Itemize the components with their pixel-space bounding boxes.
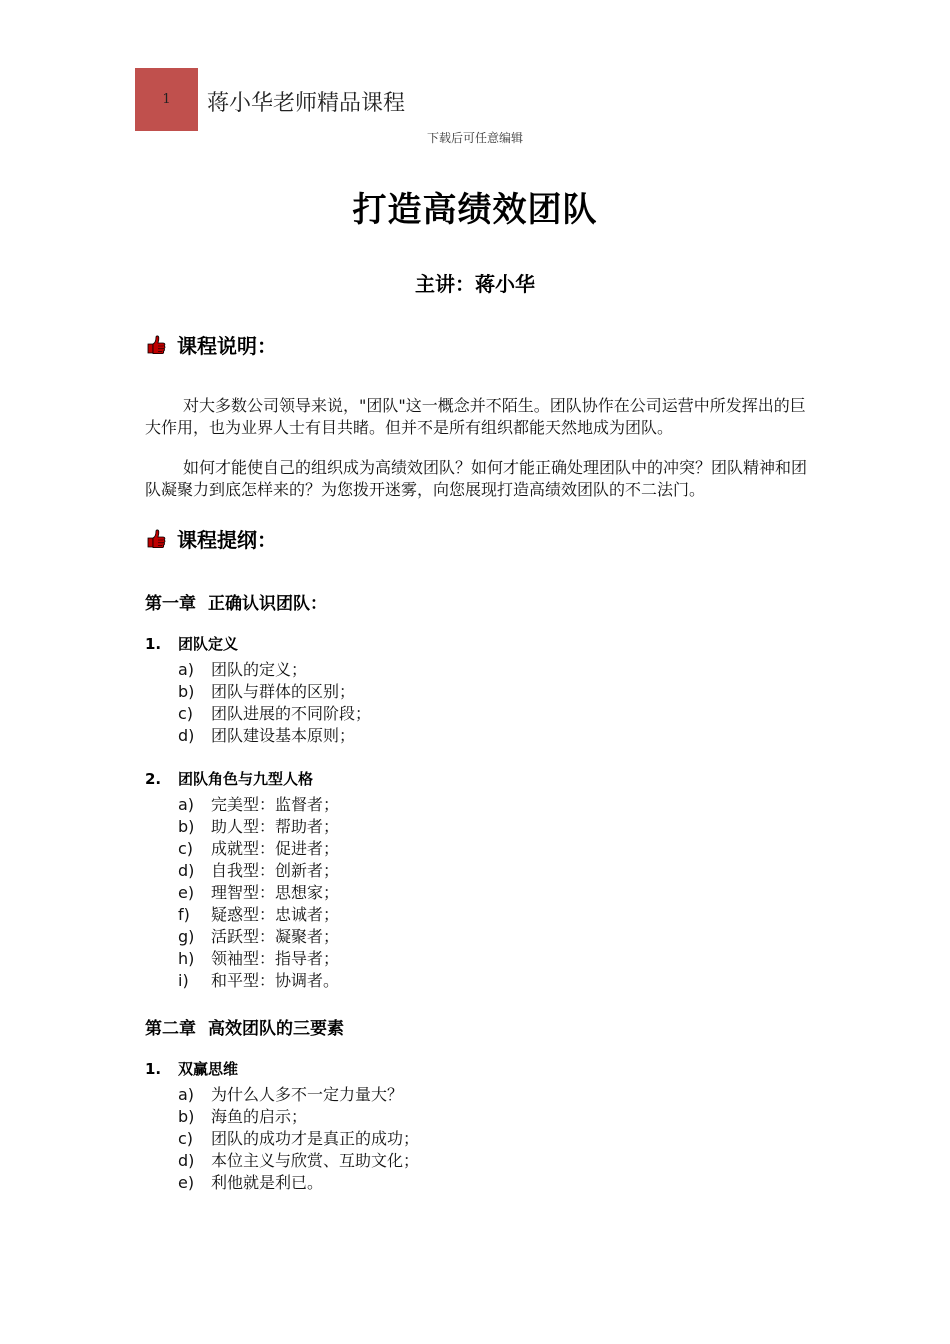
list-item	[178, 926, 339, 948]
list-text: 完美型：监督者；	[211, 795, 340, 814]
thumbs-up-hand-icon	[145, 528, 167, 550]
list-text: 团队的成功才是真正的成功；	[211, 1129, 420, 1148]
edit-note: 下载后可任意编辑	[426, 131, 523, 145]
list-text: 自我型：创新者；	[211, 861, 340, 880]
section-heading-description	[145, 330, 277, 359]
item-list	[178, 1084, 419, 1194]
list-item	[178, 725, 371, 747]
list-item	[178, 816, 339, 838]
list-text: 团队与群体的区别；	[211, 682, 356, 701]
topic-title: 团队角色与九型人格	[178, 770, 314, 788]
header-title: 蒋小华老师精品课程	[207, 91, 406, 116]
list-marker: h)	[178, 949, 195, 968]
list-text: 团队进展的不同阶段；	[211, 704, 372, 723]
list-text: 成就型：促进者；	[211, 839, 340, 858]
chapter-heading	[145, 1014, 344, 1039]
list-marker: g)	[178, 927, 195, 946]
topic-heading	[145, 1058, 238, 1079]
chapter-heading	[145, 589, 327, 614]
list-item	[178, 970, 339, 992]
chapter-title: 高效团队的三要素	[208, 1019, 344, 1039]
paragraph: 如何才能使自己的组织成为高绩效团队？如何才能正确处理团队中的冲突？团队精神和团队凝聚力到底怎样来的？为您拨开迷雾，向您展现打造高绩效团队的不二法门。	[145, 458, 808, 499]
chapter-number: 第二章	[145, 1019, 196, 1039]
list-marker: e)	[178, 883, 195, 902]
list-item	[178, 904, 339, 926]
topic-number: 1.	[145, 1060, 162, 1078]
list-marker: i)	[178, 971, 189, 990]
list-item	[178, 1172, 419, 1194]
list-item	[178, 1084, 419, 1106]
list-marker: e)	[178, 1173, 195, 1192]
list-marker: a)	[178, 660, 195, 679]
page-number: 1	[162, 92, 171, 107]
list-text: 利他就是利已。	[211, 1173, 324, 1192]
list-text: 本位主义与欣赏、互助文化；	[211, 1151, 420, 1170]
topic-number: 2.	[145, 770, 162, 788]
list-text: 团队建设基本原则；	[211, 726, 356, 745]
section-label: 课程提纲：	[177, 528, 277, 552]
lecturer-line: 主讲：蒋小华	[415, 272, 535, 296]
chapter-title: 正确认识团队：	[208, 594, 327, 614]
list-text: 领袖型：指导者；	[211, 949, 340, 968]
list-item	[178, 703, 371, 725]
list-item	[178, 681, 371, 703]
list-item	[178, 838, 339, 860]
list-marker: a)	[178, 1085, 195, 1104]
list-text: 海鱼的启示；	[211, 1107, 308, 1126]
list-marker: c)	[178, 839, 194, 858]
list-item	[178, 659, 371, 681]
list-item	[178, 1150, 419, 1172]
list-text: 理智型：思想家；	[211, 883, 340, 902]
topic-title: 团队定义	[178, 635, 239, 653]
section-heading-outline	[145, 524, 277, 553]
section-label: 课程说明：	[177, 334, 277, 358]
topic-heading	[145, 768, 313, 789]
thumbs-up-hand-icon	[145, 334, 167, 356]
list-item	[178, 794, 339, 816]
list-marker: d)	[178, 861, 195, 880]
list-item	[178, 1128, 419, 1150]
list-marker: d)	[178, 726, 195, 745]
list-text: 助人型：帮助者；	[211, 817, 340, 836]
document-title: 打造高绩效团队	[352, 190, 598, 230]
list-marker: c)	[178, 1129, 194, 1148]
list-item	[178, 882, 339, 904]
topic-heading	[145, 633, 238, 654]
list-item	[178, 948, 339, 970]
chapter-number: 第一章	[145, 594, 196, 614]
list-marker: b)	[178, 817, 195, 836]
item-list	[178, 659, 371, 747]
list-marker: c)	[178, 704, 194, 723]
list-text: 活跃型：凝聚者；	[211, 927, 340, 946]
paragraph: 对大多数公司领导来说，"团队"这一概念并不陌生。团队协作在公司运营中所发挥出的巨大作用，也为业界人士有目共睹。但并不是所有组织都能天然地成为团队。	[145, 396, 806, 437]
list-text: 团队的定义；	[211, 660, 308, 679]
list-item	[178, 1106, 419, 1128]
list-marker: b)	[178, 682, 195, 701]
item-list	[178, 794, 339, 992]
topic-number: 1.	[145, 635, 162, 653]
topic-title: 双赢思维	[178, 1060, 239, 1078]
list-marker: d)	[178, 1151, 195, 1170]
list-text: 和平型：协调者。	[211, 971, 340, 990]
list-marker: a)	[178, 795, 195, 814]
list-text: 疑惑型：忠诚者；	[211, 905, 340, 924]
list-marker: f)	[178, 905, 190, 924]
list-marker: b)	[178, 1107, 195, 1126]
list-item	[178, 860, 339, 882]
list-text: 为什么人多不一定力量大？	[211, 1085, 404, 1104]
